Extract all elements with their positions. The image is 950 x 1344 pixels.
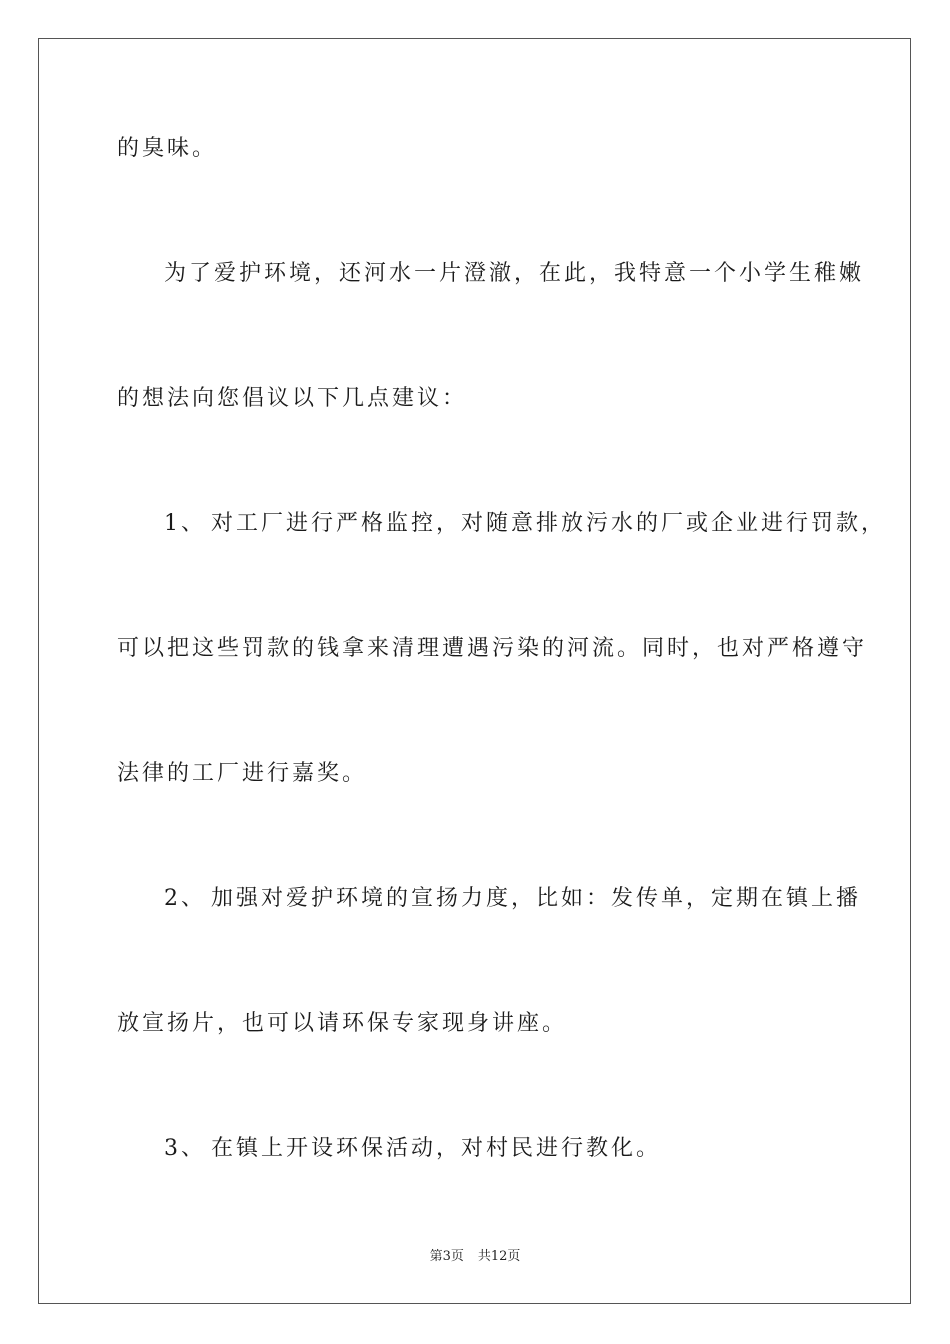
page-number: 第3页 xyxy=(429,1249,464,1264)
list-number-3: 3、 xyxy=(164,1136,206,1161)
body-line-1: 的臭味。 xyxy=(117,136,218,161)
paragraph-intro-line: 为了爱护环境，还河水一片澄澈，在此，我特意一个小学生稚嫩 xyxy=(164,261,865,286)
list-item-1-text: 对工厂进行严格监控，对随意排放污水的厂或企业进行罚款， xyxy=(211,511,887,536)
list-item-3 xyxy=(164,1134,661,1164)
page-total: 共12页 xyxy=(477,1249,521,1264)
list-item-1 xyxy=(164,509,886,539)
list-item-2-continuation: 放宣扬片，也可以请环保专家现身讲座。 xyxy=(117,1011,568,1036)
page-border xyxy=(38,38,911,1304)
list-number-2: 2、 xyxy=(164,886,206,911)
list-number-1: 1、 xyxy=(164,511,206,536)
list-item-3-text: 在镇上开设环保活动，对村民进行教化。 xyxy=(211,1136,662,1161)
page-footer xyxy=(0,1248,950,1266)
list-item-2-text: 加强对爱护环境的宣扬力度，比如：发传单，定期在镇上播 xyxy=(211,886,862,911)
list-item-2 xyxy=(164,884,861,914)
list-item-1-continuation-1: 可以把这些罚款的钱拿来清理遭遇污染的河流。同时，也对严格遵守 xyxy=(117,636,868,661)
paragraph-intro-continuation: 的想法向您倡议以下几点建议： xyxy=(117,386,468,411)
list-item-1-continuation-2: 法律的工厂进行嘉奖。 xyxy=(117,761,368,786)
